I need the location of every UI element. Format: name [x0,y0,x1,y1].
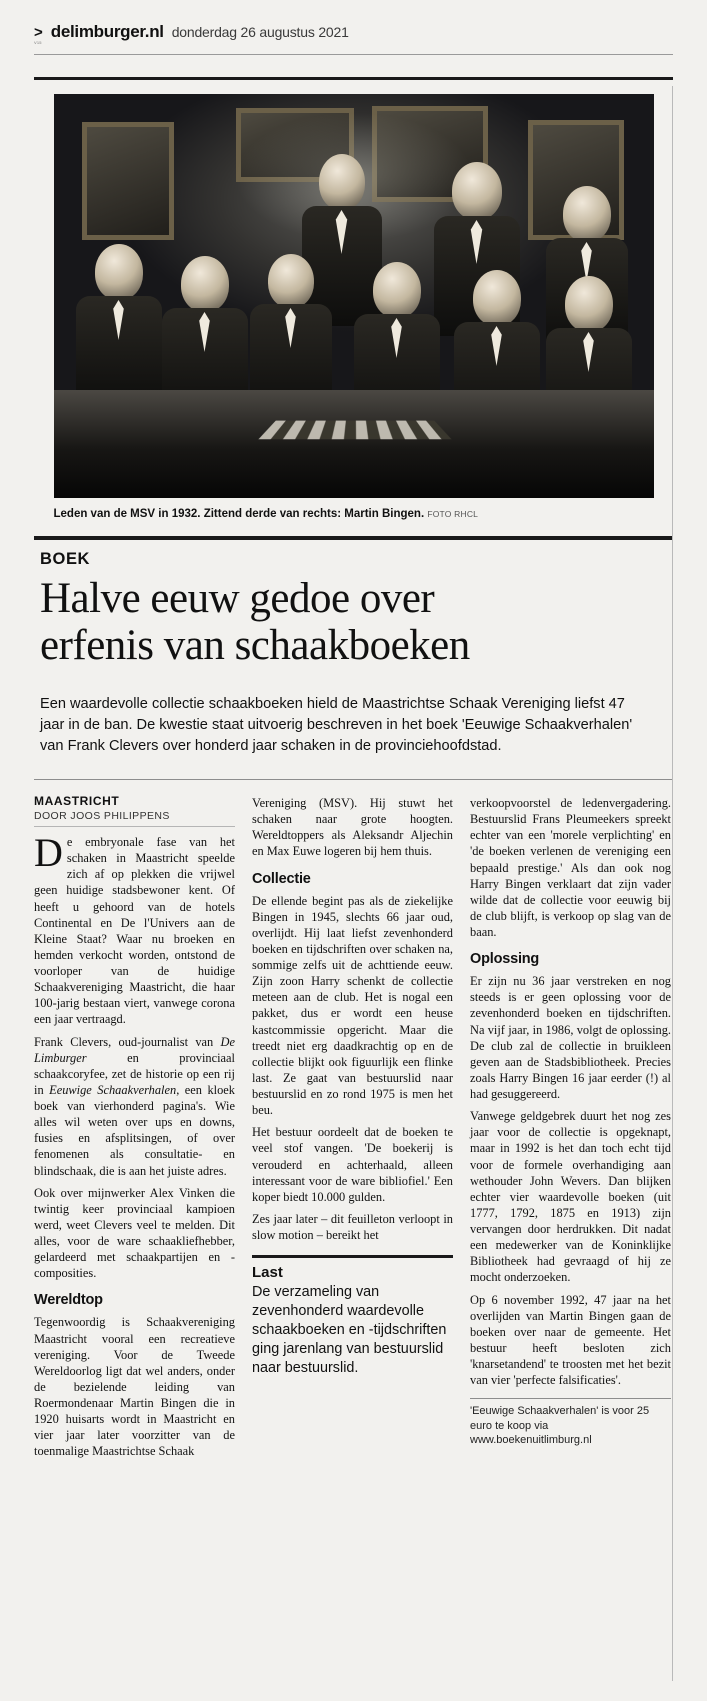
paragraph: Vereniging (MSV). Hij stuwt het schaken naar grote hoogten. Wereldtoppers als Aleksandr Aljechin en Max Euwe logeren bij hem thuis. [252,796,453,859]
paragraph: Vanwege geldgebrek duurt het nog zes jaar voor de collectie is opgeknapt, maar in 1992 is het dan toch echt tijd voor de formele overhandiging aan wethouder John Wevers. Dan blijken echter vier waardevolle boeken (uit 1777, 1792, 1875 en 1913) zijn vervangen door herdrukken. Dit nadat een medewerker van de Koninklijke Bibliotheek had gevraagd of hij ze mocht onderzoeken. [470,1109,671,1285]
paragraph: Het bestuur oordeelt dat de boeken te veel stof vangen. 'De boekerij is verouderd en achterhaald, alleen interessant voor de ware bibliofiel.' Een koper biedt 10.000 gulden. [252,1125,453,1204]
masthead-divider [34,54,673,55]
article-byline: DOOR JOOS PHILIPPENS [34,810,235,827]
article-kicker: BOEK [40,549,91,568]
book-title-eeuwige-schaakverhalen: Eeuwige Schaakverhalen [49,1082,177,1097]
book-availability-note: 'Eeuwige Schaakverhalen' is voor 25 euro te koop via www.boekenuitlimburg.nl [470,1398,671,1448]
hero-section [34,77,673,522]
chevron-icon: > [34,24,43,41]
paragraph: Op 6 november 1992, 47 jaar na het overlijden van Martin Bingen gaan de boeken over naar de gemeente. Het bestuur heeft besloten zich 'knarsetandend' te troosten met het bezit van vier 'perfecte falsificaties'. [470,1292,671,1388]
column-3 [470,788,671,1448]
article-columns [34,788,673,1460]
publication-date: donderdag 26 augustus 2021 [171,24,349,40]
headline-top-rule [34,536,673,540]
pullquote-box [252,1255,453,1378]
photo-person-seated-2 [162,256,248,406]
page-title [40,575,673,670]
paragraph: Ook over mijnwerker Alex Vinken die twintig keer provinciaal kampioen werd, weet Clevers veel te melden. Dit alles, voor de ware schaakliefhebber, gelardeerd met schaakpartijen en -composities. [34,1185,235,1281]
column-2 [252,788,453,1378]
subheading-wereldtop: Wereldtop [34,1292,103,1309]
paragraph [34,1034,235,1179]
edition-marker: V15 [34,40,42,45]
chess-board [258,421,451,440]
photo-credit: FOTO RHCL [427,509,479,519]
headline-line-1: Halve eeuw gedoe over [40,574,435,622]
photo-person-seated-3 [250,254,332,404]
subheading-collectie: Collectie [252,870,311,887]
pullquote-title: Last [252,1264,283,1282]
article-dateline: MAASTRICHT [34,794,120,808]
article-photo [54,94,654,498]
photo-caption-text: Leden van de MSV in 1932. Zittend derde van rechts: Martin Bingen. [53,508,425,520]
column-divider-right [672,86,673,1681]
paragraph-part: , een kloek boek van vierhonderd pagina's. Wie alles wil weten over ups en downs, fusies en afsplitsingen, of over fenomenen als consultatie- en blindschaak, die is aan het juiste adres. [34,1082,235,1178]
hero-top-rule [34,77,673,80]
columns-top-rule [34,779,673,780]
photo-table [54,390,654,498]
paragraph: Er zijn nu 36 jaar verstreken en nog steeds is er geen oplossing voor de zevenhonderd boeken en tijdschriften. Na vijf jaar, in 1986, volgt de oplossing. De club zal de collectie in bruikleen geven aan de Stadsbibliotheek. Precies zoals Harry Bingen 16 jaar eerder (!) al had gesuggereerd. [470,974,671,1101]
book-title-de-limburger: De Limburger [34,1034,235,1065]
paragraph: Tegenwoordig is Schaakvereniging Maastricht vooral een recreatieve vereniging. Voor de Tweede Wereldoorlog ligt dat wel anders, onder de bezielende leiding van Roermondenaar Martin Bingen die in 1920 huisarts wordt in Maastricht en vier jaar later voorzitter van de toenmalige Maastrichtse Schaak [34,1315,235,1459]
photo-person-seated-1 [76,244,162,394]
paragraph: De embryonale fase van het schaken in Maastricht speelde zich af op plekken die vrijwel geen huidige stadsbewoner kent. Of heeft u gehoord van de hotels Continental en De l'Univers aan de Kleine Staat? Waar nu broeken en hemden verkocht worden, ontstond de voorloper van de huidige Schaakvereniging Maastricht, die haar 100-jarig bestaan viert, vanwege corona een jaar vertraagd. [34,830,235,1027]
article-standfirst: Een waardevolle collectie schaakboeken hield de Maastrichtse Schaak Vereniging liefst 47 jaar in de ban. De kwestie staat uitvoerig beschreven in het boek 'Eeuwige Schaakverhalen' van Frank Clevers over honderd jaar schaken in de provinciehoofdstad. [40,695,633,754]
subheading-oplossing: Oplossing [470,951,540,968]
photo-caption [54,507,654,522]
paragraph: De ellende begint pas als de ziekelijke Bingen in 1945, slechts 66 jaar oud, overlijdt. Hij laat liefst zevenhonderd boeken en tijdschriften over schaken na, sommige zelfs uit de achttiende eeuw. Zijn zoon Harry schenkt de collectie meteen aan de club. Het is nogal een pakket, dus er wordt een heuse kastcommissie opgericht. Maar die treedt niet erg daadkrachtig op en de collectie blijkt ook figuurlijk een flinke last. Ze gaat van bestuurslid naar bestuurslid en zo rond 1975 is men het beu. [252,893,453,1118]
site-brand: delimburger.nl [50,22,164,41]
pullquote-rule [252,1255,453,1258]
paragraph: verkoopvoorstel de ledenvergadering. Bestuurslid Frans Pleumeekers spreekt echter van een 'morele verplichting' en 'de boeken verlenen de vereniging een bepaald prestige.' Als dan ook nog Harry Bingen verklaart dat zijn vader wilde dat de collectie voor eeuwig bij de club blijft, is verkoop op slag van de baan. [470,796,671,939]
masthead [34,0,673,48]
wall-picture-1 [82,122,174,240]
pullquote-text: De verzameling van zevenhonderd waardevolle schaakboeken en -tijdschriften ging jarenlang van bestuurslid naar bestuurslid. [252,1284,447,1377]
headline-line-2: erfenis van schaakboeken [40,622,470,670]
column-1 [34,788,235,1460]
paragraph-part: en provinciaal schaakcoryfee, zet de historie op een rij in [34,1050,235,1097]
paragraph: Zes jaar later – dit feuilleton verloopt in slow motion – bereikt het [252,1211,453,1242]
paragraph-part: Frank Clevers, oud-journalist van [34,1034,221,1049]
